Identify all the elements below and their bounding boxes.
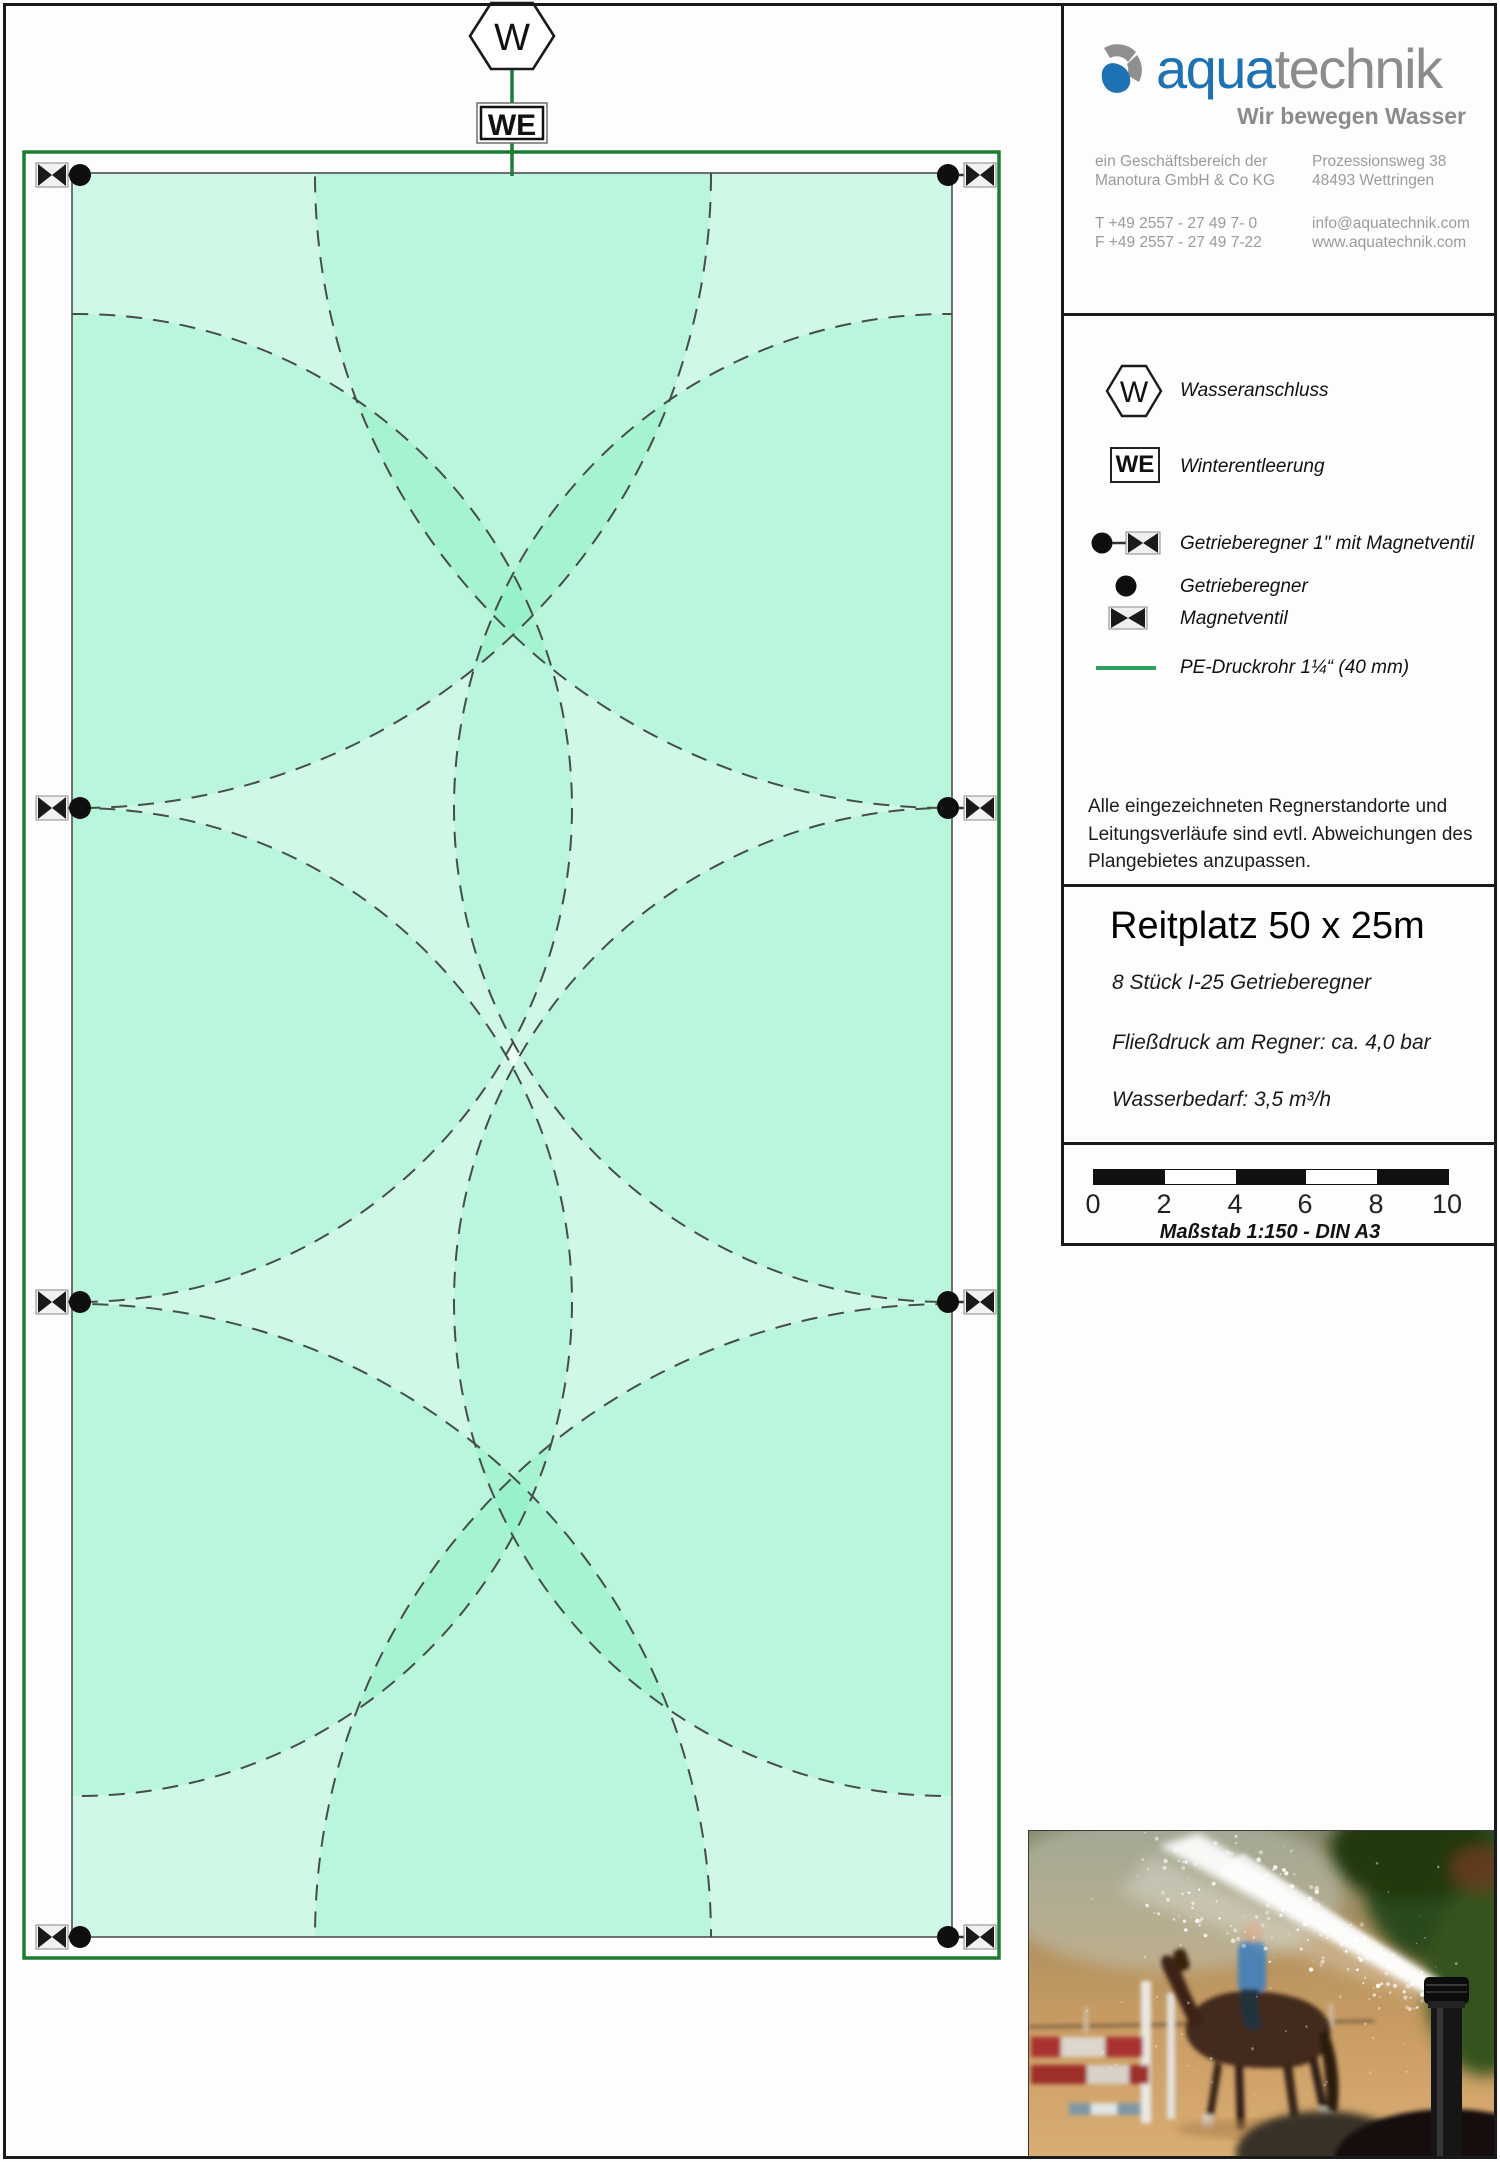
address-line2: 48493 Wettringen	[1312, 172, 1435, 190]
scale-segment	[1094, 1170, 1165, 1184]
project-spec-sprinklers: 8 Stück I-25 Getrieberegner	[1112, 971, 1372, 994]
sprinkler-unit	[36, 1925, 91, 1949]
legend-sprinkler-icon	[1113, 573, 1139, 599]
svg-text:W: W	[1119, 376, 1149, 409]
company-email-web	[1312, 214, 1470, 253]
scale-tick-0: 0	[1085, 1189, 1101, 1219]
legend-label-valve: Magnetventil	[1180, 608, 1288, 629]
photo-scene	[1029, 1831, 1495, 2158]
legend-label-pipe: PE-Druckrohr 1¼“ (40 mm)	[1180, 657, 1410, 678]
sprinkler-unit	[36, 1290, 91, 1314]
scale-segment	[1377, 1170, 1448, 1184]
scale-tick-10: 10	[1431, 1189, 1463, 1219]
company-phone-fax	[1095, 214, 1262, 253]
scale-caption: Maßstab 1:150 - DIN A3	[1159, 1221, 1381, 1243]
sprinkler-unit	[937, 1925, 996, 1949]
section-line-logo	[1061, 313, 1497, 316]
rider-torso	[1238, 1941, 1266, 1993]
division-line2: Manotura GmbH & Co KG	[1095, 172, 1276, 190]
water-symbol-letter: W	[494, 17, 530, 59]
legend-valve-icon	[1107, 605, 1149, 631]
sprinkler-photo	[1028, 1830, 1496, 2159]
logo-drop-blue	[1102, 63, 1131, 93]
section-line-project	[1061, 1142, 1497, 1145]
project-spec-pressure: Fließdruck am Regner: ca. 4,0 bar	[1112, 1031, 1431, 1054]
brand-tagline: Wir bewegen Wasser	[1236, 103, 1466, 129]
scale-tick-2: 2	[1156, 1189, 1172, 1219]
scale-segment	[1165, 1170, 1236, 1184]
panel-divider	[1061, 3, 1064, 1246]
sprinkler-unit	[36, 796, 91, 820]
sprinkler-unit	[937, 1290, 996, 1314]
phone: T +49 2557 - 27 49 7- 0	[1095, 215, 1258, 232]
legend-label-sprinkler-valve: Getrieberegner 1" mit Magnetventil	[1180, 533, 1474, 554]
company-address	[1312, 152, 1446, 191]
sprinkler-unit	[36, 163, 91, 187]
legend-hexagon-icon	[1104, 362, 1164, 420]
aquatechnik-logo-icon	[1090, 42, 1154, 104]
legend-label-wasseranschluss: Wasseranschluss	[1180, 380, 1329, 401]
scale-tick-6: 6	[1297, 1189, 1313, 1219]
fax: F +49 2557 - 27 49 7-22	[1095, 234, 1262, 252]
scale-tick-4: 4	[1227, 1189, 1243, 1219]
winter-drain-letters: WE	[487, 109, 537, 142]
project-title: Reitplatz 50 x 25m	[1110, 905, 1425, 947]
legend-pipe-icon	[1096, 666, 1156, 670]
website: www.aquatechnik.com	[1312, 234, 1467, 252]
legend-label-winterentleerung: Winterentleerung	[1180, 456, 1325, 477]
brand-wordmark	[1156, 36, 1442, 101]
plan-adjustment-note: Alle eingezeichneten Regnerstandorte und Leitungsverläufe sind evtl. Abweichungen des Plangebietes anzupassen.	[1088, 796, 1473, 873]
logo-ring-gray	[1104, 44, 1136, 62]
legend-label-sprinkler: Getrieberegner	[1180, 576, 1308, 597]
sprinkler-unit	[937, 796, 996, 820]
brand-technik: technik	[1274, 37, 1442, 100]
legend-we-icon: WE	[1110, 447, 1160, 483]
address-line1: Prozessionsweg 38	[1312, 153, 1447, 170]
scale-segment	[1306, 1170, 1377, 1184]
legend-sprinkler-valve-icon	[1090, 530, 1170, 556]
scale-segment	[1236, 1170, 1307, 1184]
section-line-legend	[1061, 884, 1497, 887]
scale-bar	[1093, 1169, 1449, 1185]
scale-tick-8: 8	[1368, 1189, 1384, 1219]
company-division	[1095, 152, 1275, 191]
project-spec-water: Wasserbedarf: 3,5 m³/h	[1112, 1088, 1332, 1111]
water-connection-symbol	[470, 3, 554, 69]
winter-drain-symbol	[477, 103, 547, 143]
email: info@aquatechnik.com	[1312, 215, 1470, 232]
sprinkler-unit	[937, 163, 996, 187]
division-line1: ein Geschäftsbereich der	[1095, 153, 1268, 170]
brand-aqua: aqua	[1156, 37, 1275, 100]
